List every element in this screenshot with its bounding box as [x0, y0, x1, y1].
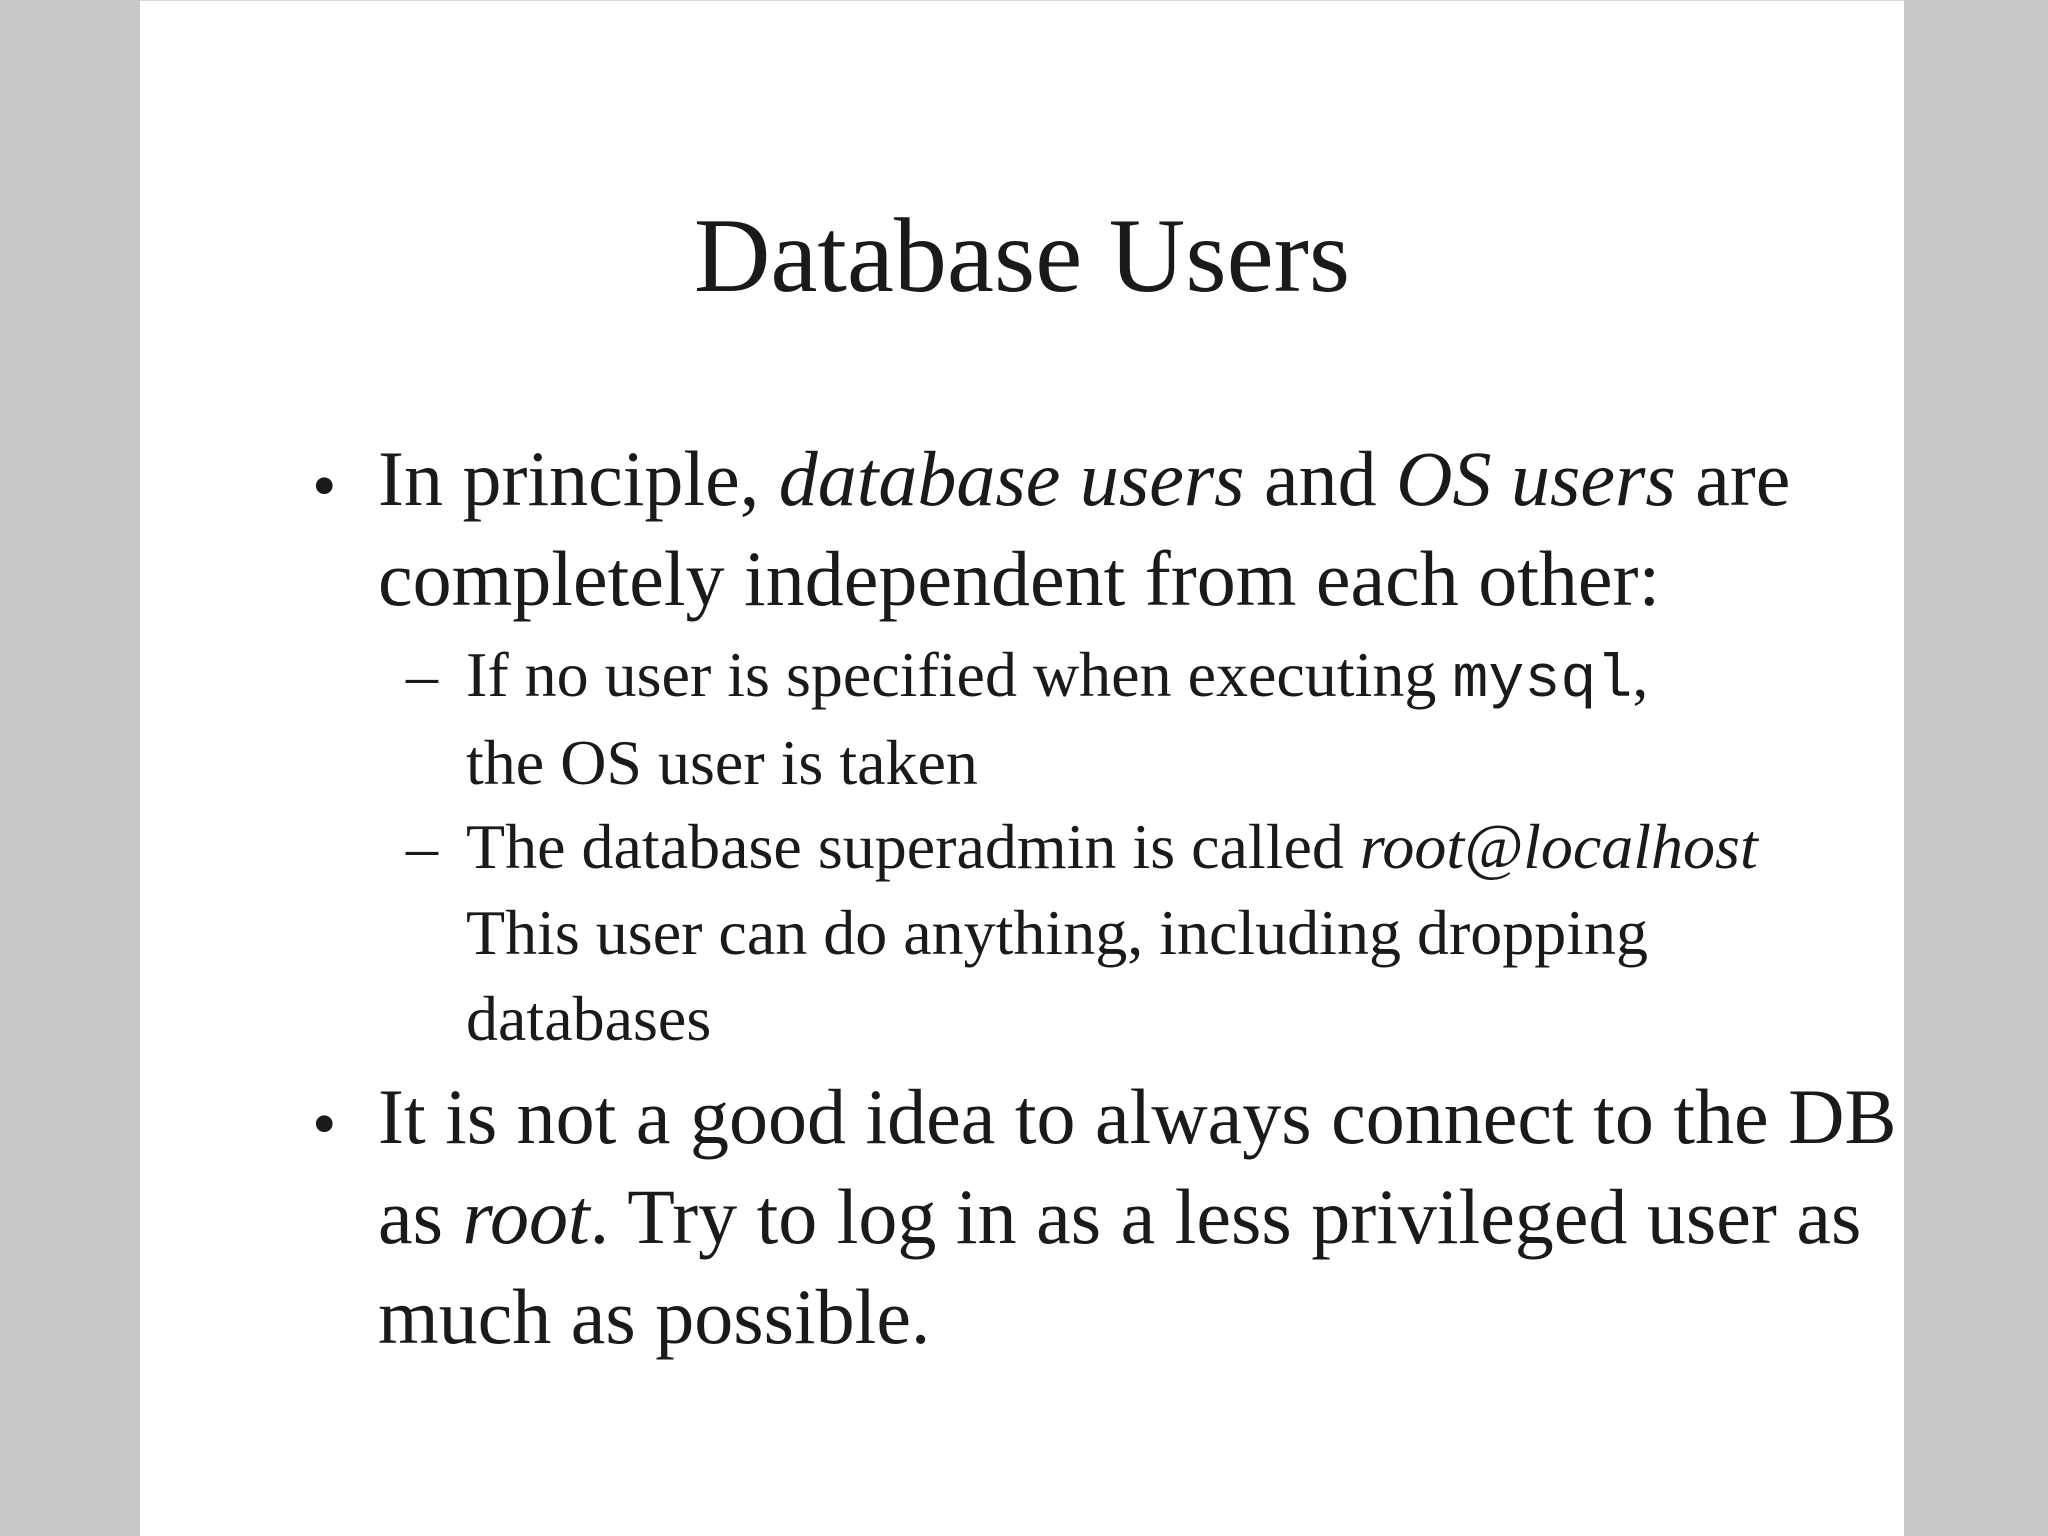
- bullet-1-line-1: [378, 429, 1790, 529]
- bullet-2-text: . Try to log in as a less privileged user as: [589, 1173, 1862, 1260]
- bullet-marker: •: [312, 448, 337, 525]
- code-mysql: mysql: [1452, 647, 1633, 715]
- sub-bullet-2-line-1: [466, 803, 1758, 891]
- sub-bullet-1-text: If no user is specified when executing: [466, 639, 1453, 710]
- sub-bullet-2-line-3: databases: [466, 983, 712, 1054]
- slide-title: Database Users: [693, 197, 1351, 314]
- emphasis-os-users: OS users: [1396, 435, 1676, 522]
- bullet-1-text: are: [1675, 435, 1791, 522]
- emphasis-root: root: [462, 1173, 590, 1260]
- bullet-2-line-3: much as possible.: [378, 1273, 931, 1360]
- bullet-1-text: and: [1244, 435, 1397, 522]
- emphasis-database-users: database users: [778, 435, 1245, 522]
- sub-bullet-1-line-2: the OS user is taken: [466, 727, 978, 798]
- bullet-2-line-1: It is not a good idea to always connect to the DB: [378, 1073, 1897, 1160]
- sub-bullet-marker: –: [406, 811, 438, 882]
- sub-bullet-2-text: The database superadmin is called: [466, 811, 1360, 882]
- bullet-2-text: as: [378, 1173, 463, 1260]
- slide: [140, 0, 1904, 1536]
- bullet-1-text: In principle,: [378, 435, 779, 522]
- sub-bullet-2-line-2: This user can do anything, including dropping: [466, 897, 1649, 968]
- sub-bullet-1-line-1: [466, 631, 1648, 725]
- bullet-1-line-2: completely independent from each other:: [378, 535, 1661, 622]
- sub-bullet-1-comma: ,: [1632, 639, 1649, 710]
- sub-bullet-marker: –: [406, 639, 438, 710]
- emphasis-root-localhost: root@localhost: [1359, 811, 1758, 882]
- bullet-2-line-2: [378, 1167, 1861, 1267]
- bullet-marker: •: [312, 1086, 337, 1163]
